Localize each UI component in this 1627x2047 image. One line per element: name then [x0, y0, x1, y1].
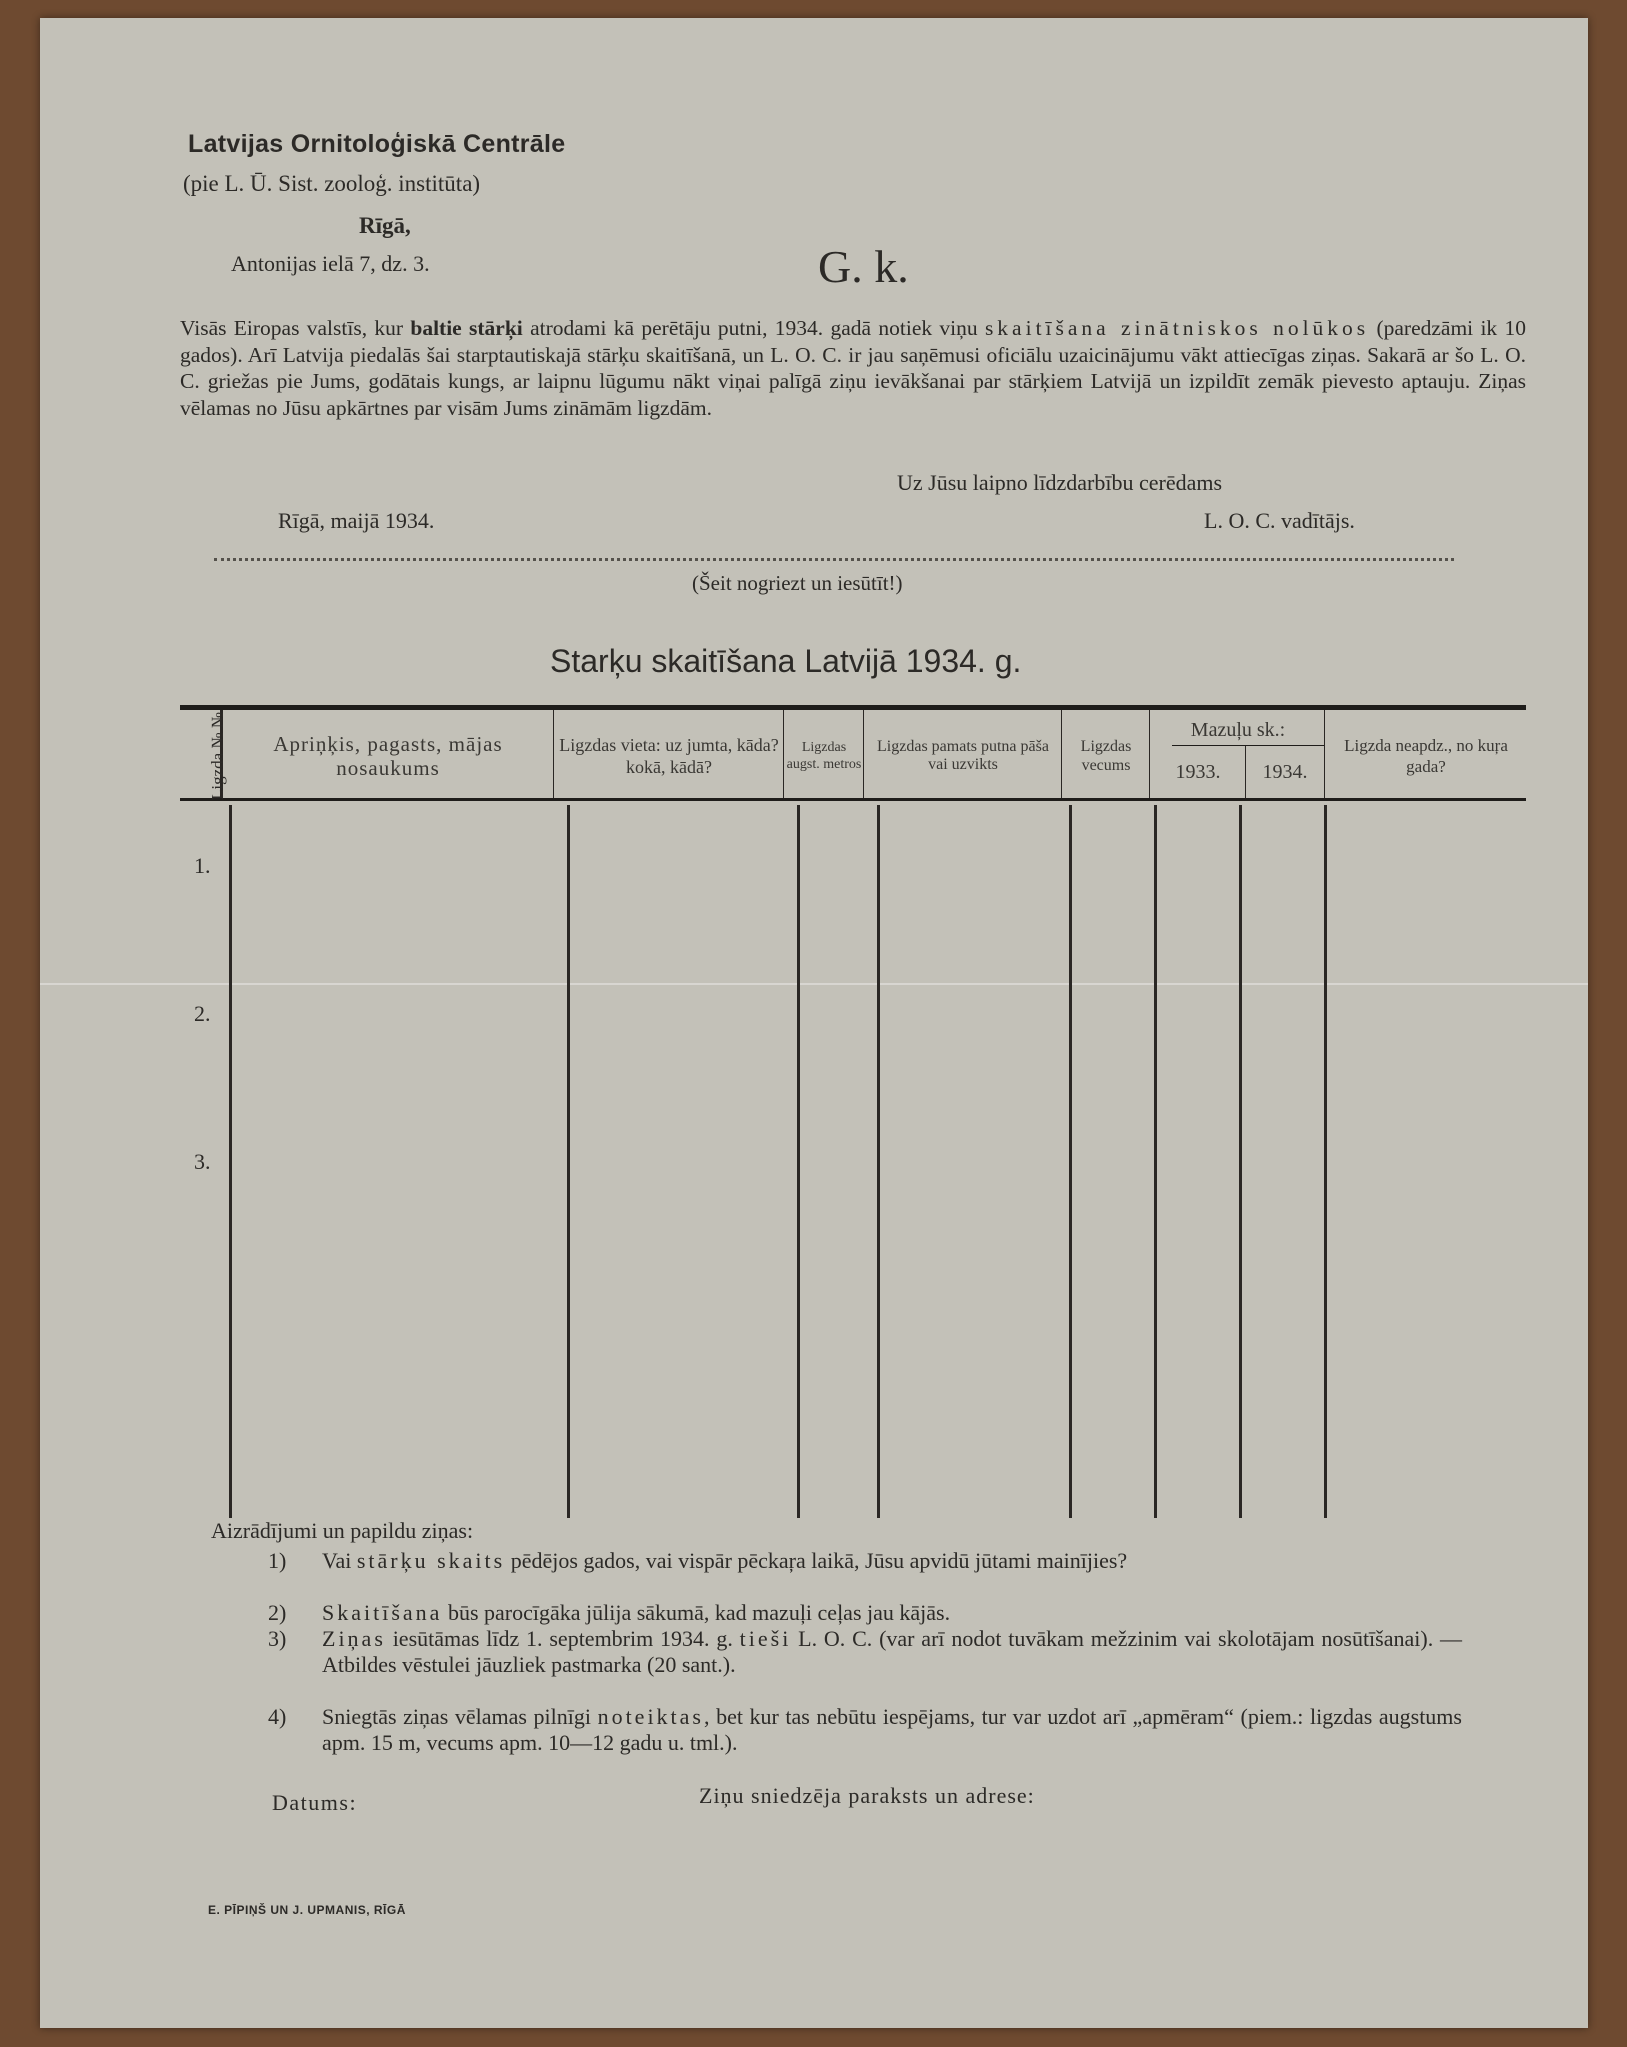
- intro-text-2: atrodami kā perētāju putni, 1934. gadā notiek viņu: [522, 316, 985, 340]
- organization-subtitle: (pie L. Ū. Sist. zooloģ. institūta): [183, 171, 481, 196]
- note-spaced-text: Ziņas: [322, 1626, 386, 1651]
- table-header-rule: [180, 798, 1526, 801]
- cut-line: [214, 558, 1454, 561]
- column-line: [567, 805, 570, 1518]
- closing-line: Uz Jūsu laipno līdzdarbību cerēdams: [897, 470, 1223, 495]
- note-spaced-text: noteiktas: [597, 1704, 704, 1729]
- letter-date: Rīgā, maijā 1934.: [278, 508, 435, 533]
- column-line: [229, 805, 232, 1518]
- notes-title: Aizrādījumi un papildu ziņas:: [211, 1518, 474, 1543]
- header-divider: [863, 710, 864, 798]
- note-text: Vai: [322, 1548, 357, 1573]
- note-text: L. O. C. (var arī nodot tuvākam mežzinim vai skolotājam nosūtīšanai). — Atbildes vēstulei jāuzliek pastmarka (20 sant.).: [322, 1626, 1463, 1677]
- header-divider: [783, 710, 784, 798]
- note-number: 3): [268, 1626, 287, 1651]
- col-header-nest-age: Ligzdas vecums: [1080, 738, 1132, 774]
- header-divider: [553, 710, 554, 798]
- note-item: [322, 1704, 1462, 1756]
- row-number: 1.: [194, 853, 211, 878]
- column-line: [1069, 805, 1072, 1518]
- header-divider: [1149, 710, 1150, 798]
- column-line: [1239, 805, 1242, 1518]
- note-spaced-text: tieši: [739, 1626, 792, 1651]
- date-label: Datums:: [272, 1790, 358, 1815]
- document-page: [40, 18, 1588, 2028]
- note-number: 2): [268, 1600, 287, 1625]
- organization-address: Antonijas ielā 7, dz. 3.: [231, 251, 430, 276]
- note-number: 4): [268, 1704, 287, 1729]
- note-item: [322, 1600, 1462, 1626]
- form-title: Starķu skaitīšana Latvijā 1934. g.: [550, 643, 1022, 679]
- col-header-nest-location: Ligzdas vieta: uz jumta, kāda? kokā, kādā?: [559, 735, 779, 777]
- col-header-nest-number: Ligzda № №: [208, 711, 227, 800]
- note-text: Sniegtās ziņas vēlamas pilnīgi: [322, 1704, 598, 1729]
- column-line: [1324, 805, 1327, 1518]
- intro-bold-storks: baltie stārķi: [410, 316, 523, 340]
- letter-signature: L. O. C. vadītājs.: [1204, 508, 1355, 533]
- note-item: [322, 1548, 1462, 1574]
- note-number: 1): [268, 1548, 287, 1573]
- organization-name: Latvijas Ornitoloģiskā Centrāle: [188, 130, 566, 158]
- intro-text-3: (paredzāmi ik 10 gados). Arī Latvija piedalās šai starptautiskajā stārķu skaitīšanā, un L. O. C. ir jau saņēmusi oficiālu uzaicinājumu vākt attiecīgas ziņas. Sakarā ar šo L. O. C. griežas pie Jums, godātais kungs, ar laipnu lūgumu nākt viņai palīgā ziņu ievākšanai par stārķiem Latvijā un izpildīt zemāk pievesto aptauju. Ziņas vēlamas no Jūsu apkārtnes par visām Jums zināmām ligzdām.: [180, 316, 1526, 420]
- note-spaced-text: stārķu skaits: [356, 1548, 506, 1573]
- col-header-nest-height: Ligzdas augst. metros: [786, 740, 862, 772]
- col-header-chicks: Mazuļu sk.:: [1190, 718, 1286, 741]
- column-line: [1154, 805, 1157, 1518]
- col-header-chicks-1934: 1934.: [1262, 760, 1308, 783]
- fold-crease: [40, 983, 1588, 985]
- header-divider: [1061, 710, 1062, 798]
- intro-text-1: Visās Eiropas valstīs, kur: [180, 316, 411, 340]
- organization-city: Rīgā,: [359, 213, 411, 238]
- note-text: būs parocīgāka jūlija sākumā, kad mazuļi ceļas jau kājās.: [442, 1600, 951, 1625]
- note-item: [322, 1626, 1462, 1678]
- intro-spaced-text: skaitīšana zinātniskos nolūkos: [984, 316, 1370, 340]
- cut-instruction: (Šeit nogriezt un iesūtīt!): [692, 571, 903, 595]
- chicks-subheader-rule: [1172, 745, 1324, 746]
- salutation: G. k.: [818, 241, 909, 292]
- col-header-unoccupied: Ligzda neapdz., no kuŗa gada?: [1344, 736, 1508, 776]
- printer-credit: E. PĪPIŅŠ UN J. UPMANIS, RĪGĀ: [208, 1903, 406, 1917]
- column-line: [797, 805, 800, 1518]
- note-text: pēdējos gados, vai vispār pēckaŗa laikā, Jūsu apvidū jūtami mainījies?: [505, 1548, 1128, 1573]
- intro-paragraph: [180, 315, 1526, 421]
- row-number: 2.: [194, 1001, 211, 1026]
- row-number: 3.: [194, 1149, 211, 1174]
- col-header-nest-base: Ligzdas pamats putna pāša vai uzvikts: [877, 738, 1049, 773]
- note-text: , bet kur tas nebūtu iespējams, tur var uzdot arī „apmēram“ (piem.: ligzdas augstums apm. 15 m, vecums apm. 10—12 gadu u. tml.).: [322, 1704, 1462, 1755]
- col-header-chicks-1933: 1933.: [1175, 760, 1221, 783]
- note-text: iesūtāmas līdz 1. septembrim 1934. g.: [385, 1626, 740, 1651]
- signature-label: Ziņu sniedzēja paraksts un adrese:: [699, 1783, 1035, 1808]
- header-divider: [1245, 746, 1246, 798]
- column-line: [877, 805, 880, 1518]
- col-header-district: Apriņķis, pagasts, mājas nosaukums: [273, 732, 503, 780]
- header-divider: [1324, 710, 1325, 798]
- note-spaced-text: Skaitīšana: [322, 1600, 443, 1625]
